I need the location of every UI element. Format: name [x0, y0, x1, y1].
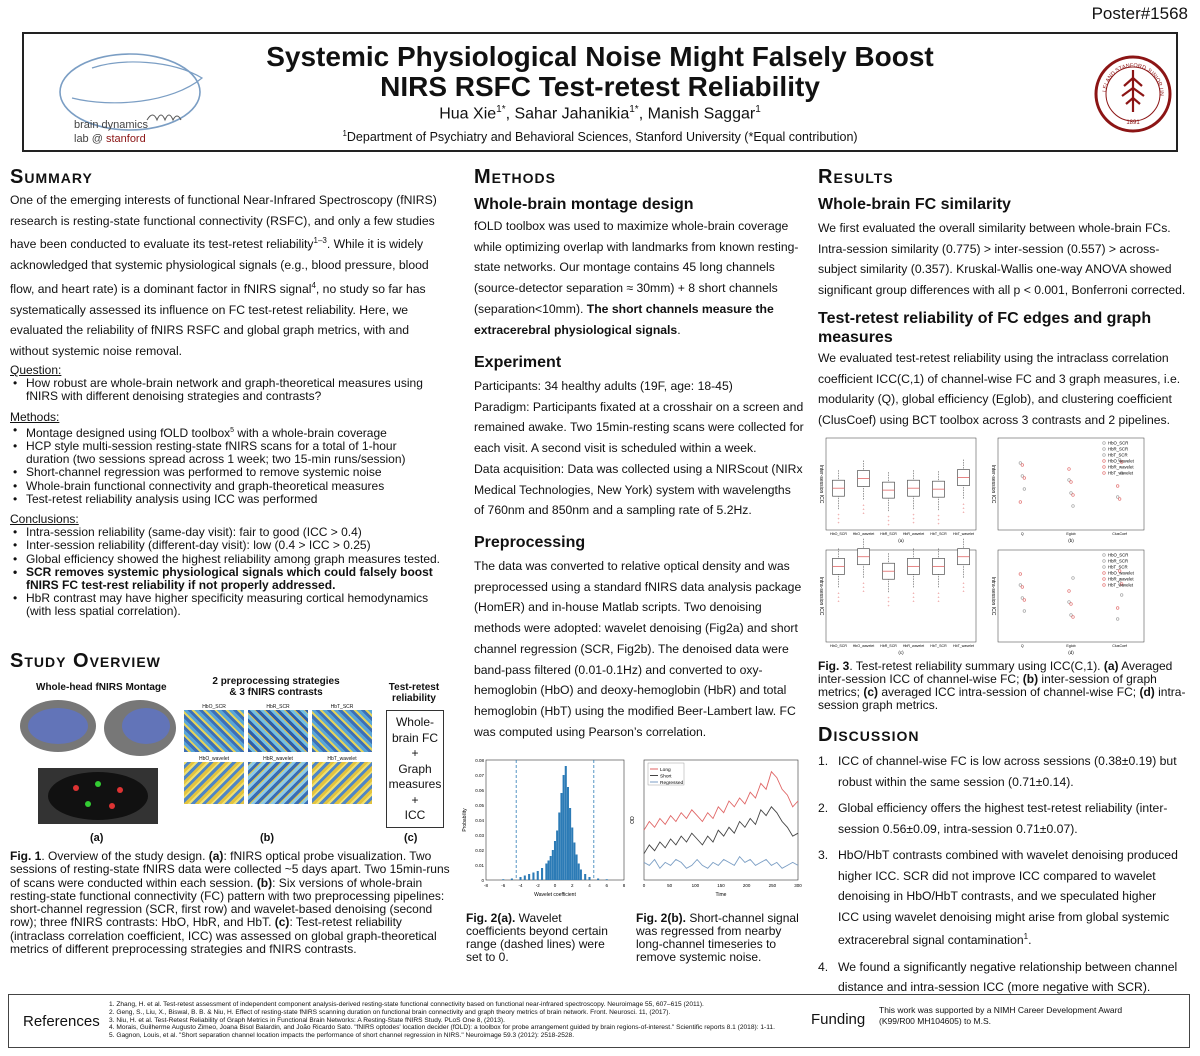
- fc-similarity-title: Whole-brain FC similarity: [818, 196, 1011, 213]
- outlier-mark: +: [912, 598, 915, 604]
- legend-label: Regressed: [660, 780, 684, 786]
- col-b-title: 2 preprocessing strategies & 3 fNIRS contrasts: [212, 676, 340, 698]
- icc-point: [1023, 610, 1026, 613]
- y-tick-label: 0.07: [475, 773, 484, 778]
- legend-marker: [1103, 584, 1106, 587]
- outlier-mark: +: [887, 514, 890, 520]
- references-label: References: [23, 1013, 100, 1030]
- panel-label-b: (b): [260, 832, 275, 844]
- panel-label-c: (c): [404, 832, 418, 844]
- icc-point: [1072, 577, 1075, 580]
- montage-title: Whole-brain montage design: [474, 196, 694, 213]
- seal-text: LELAND STANFORD JUNIOR UN: [1102, 62, 1165, 96]
- discussion-heading: Discussion: [818, 724, 920, 746]
- x-tick-label: 4: [588, 883, 591, 888]
- header: [22, 32, 1178, 152]
- x-tick-label: -4: [518, 883, 523, 888]
- outlier-mark: +: [862, 588, 865, 594]
- plot-frame: [826, 550, 976, 642]
- legend-marker: [1103, 572, 1106, 575]
- outlier-mark: +: [937, 590, 940, 596]
- y-axis-label: Intra-session ICC: [818, 576, 824, 616]
- experiment-title: Experiment: [474, 354, 562, 371]
- list-item: • Montage designed using fOLD toolbox$^5$ with a whole-brain coverage: [10, 424, 442, 440]
- references-list: [109, 1001, 799, 1040]
- icc-summary-figure: [812, 432, 1148, 656]
- legend-marker: [1103, 578, 1106, 581]
- montage-text: fOLD toolbox was used to maximize whole-brain coverage while optimizing overlap with landmarks from known resting-state networks. Our montage contains 45 long channels (source-detector separation ≈ 30mm) + 8 short channels (separation<10mm). The short channels measure the extracerebral physiological signals.: [474, 219, 799, 337]
- legend-label: HbO_SCR: [1108, 552, 1129, 558]
- study-overview-heading: Study Overview: [10, 650, 161, 672]
- histogram-bar: [545, 864, 547, 881]
- legend-marker: [1103, 460, 1106, 463]
- legend-label: HbR_SCR: [1108, 446, 1129, 452]
- legend-marker: [1103, 442, 1106, 445]
- x-tick-label: 250: [768, 883, 777, 888]
- col-c-title: Test-retest reliability: [388, 682, 440, 704]
- x-tick-label: 6: [605, 883, 609, 888]
- y-axis-label: Inter-session ICC: [818, 464, 824, 504]
- x-tick-label: ClusCoef: [1112, 532, 1128, 536]
- legend-marker: [1103, 566, 1106, 569]
- conclusions-label: Conclusions:: [10, 512, 79, 527]
- poster-title: [24, 42, 1176, 102]
- panel-label-a: (a): [90, 832, 104, 844]
- outlier-mark: +: [862, 584, 865, 590]
- outlier-mark: +: [887, 518, 890, 524]
- outlier-mark: +: [962, 509, 965, 515]
- methods-list: [10, 424, 442, 506]
- y-tick-label: 0.02: [475, 848, 484, 853]
- fc-matrix: HbT_SCR: [312, 704, 372, 752]
- list-item: • Whole-brain functional connectivity and graph-theoretical measures: [10, 480, 442, 493]
- summary-heading: Summary: [10, 166, 93, 188]
- series-line-regressed: [644, 857, 798, 869]
- y-axis-label: Probability: [462, 808, 468, 832]
- outlier-mark: +: [962, 580, 965, 586]
- experiment-text: Participants: 34 healthy adults (19F, age: 18-45) Paradigm: Participants fixated at a crosshair on a screen and remained awake. Two 15min-resting scans were collected for each visit. A second visit is scheduled within a week. Data acquisition: Data was collected using a NIRScout (NIRx Medical Technologies, New York) system with wavelengths of 760nm and 850nm and a sampling rate of 5.2Hz.: [474, 379, 804, 518]
- reference-item: 4. Morais, Guilherme Augusto Zimeo, Joana Bisol Balardin, and João Ricardo Sato. "fNIRS optodes' location decider (fOLD): a toolbox for probe arrangement guided by brain regions-of-interest." Scientific reports 8.1 (2018): 1-11.: [109, 1024, 775, 1032]
- authors: Hua Xie$^{1*}$, Sahar Jahanikia$^{1*}$, Manish Saggar$^1$: [439, 104, 761, 123]
- reference-item: 3. Niu, H. et al. Test-Retest Reliability of Graph Metrics in Functional Brain Networks: A Resting-State fNIRS Study. PLoS One 8, (2013).: [109, 1016, 505, 1024]
- histogram-bar: [547, 861, 549, 881]
- icc-point: [1072, 505, 1075, 508]
- x-tick-label: 0: [553, 883, 557, 888]
- legend-label: HbT_wavelet: [1108, 470, 1134, 476]
- y-tick-label: 0.04: [475, 818, 484, 823]
- icc-point: [1072, 616, 1075, 619]
- list-item: • HCP style multi-session resting-state fNIRS scans for a total of 1-hour duration (two sessions spread across 1 week; two 15-min runs/session): [10, 440, 442, 466]
- legend-label: HbO_wavelet: [1108, 570, 1134, 576]
- icc-point: [1023, 599, 1026, 602]
- outlier-mark: +: [937, 598, 940, 604]
- outlier-mark: +: [887, 595, 890, 601]
- panel-title: (c): [898, 650, 904, 655]
- icc-point: [1070, 603, 1073, 606]
- outlier-mark: +: [962, 505, 965, 511]
- col-a-title: Whole-head fNIRS Montage: [36, 682, 167, 693]
- legend-label: HbO_SCR: [1108, 440, 1129, 446]
- outlier-mark: +: [837, 598, 840, 604]
- summary-intro: One of the emerging interests of functional Near-Infrared Spectroscopy (fNIRS) research is resting-state functional connectivity (RSFC), and only a few studies have been conducted to evaluate its test-retest reliability$^{1-3}$. While it is widely acknowledged that systemic physiological signals (e.g., blood pressure, blood flow, and heart rate) is a dominant factor in fNIRS signal$^4$, no study so far has systematically assessed its influence on FC test-retest reliability. Here, we evaluated the reliability of fNIRS RSFC and global graph metrics, with and without systemic noise removal.: [10, 193, 437, 359]
- legend-label: HbT_wavelet: [1108, 582, 1134, 588]
- fc-matrix: HbT_wavelet: [312, 756, 372, 804]
- panel-title: (a): [898, 538, 904, 543]
- summary-lists: [10, 364, 442, 619]
- outlier-mark: +: [962, 588, 965, 594]
- histogram-bar: [563, 775, 565, 880]
- outlier-mark: +: [887, 603, 890, 609]
- histogram-bar: [550, 856, 552, 880]
- histogram-bar: [573, 843, 575, 881]
- panel-title: (d): [1068, 650, 1074, 655]
- list-item: • Inter-session reliability (different-day visit): low (0.4 > ICC > 0.25): [10, 539, 442, 552]
- question-label: Question:: [10, 363, 62, 377]
- x-tick-label: HbO_SCR: [830, 644, 847, 648]
- logo-line2: lab @ stanford: [74, 133, 146, 145]
- histogram-bar: [537, 871, 539, 880]
- fig1-caption: Fig. 1. Overview of the study design. (a): fNIRS optical probe visualization. Two sessions of resting-state fNIRS data were collected ~5 days apart. Two 15min-runs of scans were conducted within each session. (b): Six versions of whole-brain resting-state functional connectivity (FC) pattern with two preprocessing pipelines: short-channel regression (SCR, first row) and wavelet-based denoising (second row); three fNIRS contrasts: HbO, HbR, and HbT. (c): Test-retest reliability (intraclass correlation coefficient, ICC) was assessed on global graph-theoretical metrics of different preprocessing strategies and fNIRS contrasts.: [10, 849, 450, 957]
- histogram-bar: [567, 787, 569, 880]
- outlier-mark: +: [837, 516, 840, 522]
- x-tick-label: Q: [1020, 532, 1024, 536]
- outlier-mark: +: [962, 584, 965, 590]
- icc-point: [1116, 485, 1119, 488]
- x-tick-label: 200: [742, 883, 751, 888]
- outlier-mark: +: [887, 522, 890, 528]
- results-heading: Results: [818, 166, 894, 188]
- histogram-bar: [524, 876, 526, 881]
- outlier-mark: +: [912, 516, 915, 522]
- icc-point: [1023, 488, 1026, 491]
- methods-heading: Methods: [474, 166, 556, 188]
- fc-similarity-text: We first evaluated the overall similarity between whole-brain FCs. Intra-session similarity (0.775) > inter-session (0.557) > across-subject similarity (0.357). Kruskal-Wallis one-way ANOVA showed significant group differences with all p < 0.001, Bonferroni corrected.: [818, 221, 1186, 298]
- histogram-bar: [571, 828, 573, 881]
- outlier-mark: +: [937, 521, 940, 527]
- legend-marker: [1103, 472, 1106, 475]
- outlier-mark: +: [887, 599, 890, 605]
- fc-matrix: HbR_SCR: [248, 704, 308, 752]
- fig3-caption: Fig. 3. Test-retest reliability summary using ICC(C,1). (a) Averaged inter-session ICC of channel-wise FC; (b) inter-session of graph metrics; (c) averaged ICC intra-session of channel-wise FC; (d) intra-session graph metrics.: [818, 659, 1186, 712]
- histogram-bar: [578, 864, 580, 881]
- outlier-mark: +: [837, 520, 840, 526]
- histogram-bar: [565, 766, 567, 880]
- outlier-mark: +: [862, 502, 865, 508]
- title-line-2: NIRS RSFC Test-retest Reliability: [380, 71, 820, 102]
- histogram-bar: [597, 879, 599, 881]
- icc-point: [1070, 481, 1073, 484]
- x-tick-label: 2: [570, 883, 574, 888]
- icc-point: [1072, 494, 1075, 497]
- legend-marker: [1103, 466, 1106, 469]
- stanford-seal: [1094, 40, 1172, 148]
- legend-marker: [1103, 448, 1106, 451]
- x-tick-label: Eglob: [1066, 532, 1076, 536]
- outlier-mark: +: [862, 506, 865, 512]
- legend-label: HbT_SCR: [1108, 564, 1128, 570]
- x-tick-label: HbR_wavelet: [902, 644, 925, 648]
- outlier-mark: +: [937, 513, 940, 519]
- fc-matrix: HbR_wavelet: [248, 756, 308, 804]
- icc-point: [1021, 464, 1024, 467]
- panel-title: (b): [1068, 538, 1074, 543]
- legend-label: HbR_wavelet: [1108, 576, 1134, 582]
- histogram-bar: [552, 850, 554, 880]
- icc-point: [1023, 477, 1026, 480]
- icc-point: [1019, 501, 1022, 504]
- x-tick-label: -2: [535, 883, 540, 888]
- histogram-bar: [584, 874, 586, 880]
- icc-point: [1118, 498, 1121, 501]
- list-item: • How robust are whole-brain network and graph-theoretical measures using fNIRS with different denoising strategies and contrasts?: [10, 377, 442, 403]
- list-item: 1. ICC of channel-wise FC is low across sessions (0.38±0.19) but robust within the same session (0.71±0.14).: [818, 754, 1177, 789]
- reference-item: 1. Zhang, H. et al. Test-retest assessment of independent component analysis-derived resting-state functional connectivity based on functional near-infrared spectroscopy. Neuroimage 55, 607–615 (2011).: [109, 1001, 704, 1008]
- funding-label: Funding: [811, 1011, 866, 1028]
- legend-label: HbT_SCR: [1108, 452, 1128, 458]
- fig2b-caption: Fig. 2(b). Short-channel signal was regressed from nearby long-channel timeseries to remove systemic noise.: [636, 911, 799, 964]
- histogram-bar: [554, 841, 556, 880]
- list-item: 3. HbO/HbT contrasts combined with wavelet denoising produced higher ICC. SCR did not improve ICC compared to wavelet denoising in HbO/HbT contrasts, and we speculated higher ICC using wavelet denoising might arise from global systemic extracerebral signal contamination$^1$.: [818, 848, 1178, 948]
- author-2: Sahar Jahanikia: [514, 105, 630, 123]
- author-3: Manish Saggar: [647, 105, 756, 123]
- legend-marker: [1103, 554, 1106, 557]
- histogram-bar: [502, 879, 504, 880]
- y-axis-label: Inter-session ICC: [990, 464, 996, 504]
- y-axis-label: Intra-session ICC: [990, 576, 996, 616]
- histogram-bar: [528, 874, 530, 880]
- references-box: [8, 994, 1190, 1048]
- fc-matrix: HbO_wavelet: [184, 756, 244, 804]
- x-tick-label: HbT_SCR: [930, 532, 947, 536]
- histogram-bar: [519, 877, 521, 880]
- legend-label: Short: [660, 774, 672, 780]
- preprocessing-title: Preprocessing: [474, 534, 586, 551]
- x-tick-label: Eglob: [1066, 644, 1076, 648]
- y-tick-label: 0.08: [475, 758, 484, 763]
- fc-matrix: HbO_SCR: [184, 704, 244, 752]
- histogram-bar: [560, 793, 562, 880]
- series-line-short: [644, 807, 798, 854]
- list-item: • Short-channel regression was performed to remove systemic noise: [10, 466, 442, 479]
- x-tick-label: HbR_wavelet: [902, 532, 925, 536]
- x-tick-label: ClusCoef: [1112, 644, 1128, 648]
- list-item: • Global efficiency showed the highest reliability among graph measures tested.: [10, 553, 442, 566]
- list-item: • Test-retest reliability analysis using ICC was performed: [10, 493, 442, 506]
- outlier-mark: +: [837, 512, 840, 518]
- histogram-bar: [588, 877, 590, 880]
- wavelet-histogram-chart: [456, 752, 632, 908]
- list-item: • SCR removes systemic physiological signals which could falsely boost fNIRS FC test-rest reliability if not properly addressed.: [10, 566, 442, 592]
- title-line-1: Systemic Physiological Noise Might Falsely Boost: [266, 41, 934, 72]
- author-1: Hua Xie: [439, 105, 497, 123]
- y-tick-label: 0.03: [475, 833, 484, 838]
- outlier-mark: +: [912, 512, 915, 518]
- list-item: • Intra-session reliability (same-day visit): fair to good (ICC > 0.4): [10, 526, 442, 539]
- question-list: [10, 377, 442, 403]
- funding-text: This work was supported by a NIMH Career Development Award (K99/R00 MH104605) to M.S.: [879, 1005, 1123, 1026]
- outlier-mark: +: [912, 594, 915, 600]
- x-tick-label: HbR_SCR: [880, 644, 897, 648]
- x-tick-label: 0: [642, 883, 646, 888]
- x-tick-label: 50: [667, 883, 673, 888]
- list-item: 2. Global efficiency offers the highest test-retest reliability (inter-session 0.56±0.09, intra-session 0.71±0.07).: [818, 801, 1168, 836]
- icc-point: [1120, 594, 1123, 597]
- list-item: 4. We found a significantly negative relationship between channel distance and intra-session ICC (more negative with SCR).: [818, 959, 1178, 995]
- affiliation: $^1$Department of Psychiatry and Behavioral Sciences, Stanford University (*Equal contribution): [342, 129, 858, 145]
- x-tick-label: 150: [717, 883, 725, 888]
- logo-line1: brain dynamics: [74, 119, 148, 131]
- reference-item: 2. Geng, S., Liu, X., Biswal, B. B. & Niu, H. Effect of resting-state fNIRS scanning duration on functional brain connectivity and graph theory metrics of brain network. Front. Neurosci. 11, (2017).: [109, 1008, 671, 1016]
- y-axis-label: OD: [630, 816, 636, 824]
- histogram-bar: [541, 868, 543, 880]
- histogram-bar: [580, 870, 582, 881]
- icc-point: [1068, 590, 1071, 593]
- test-retest-title: Test-retest reliability of FC edges and graph measures: [818, 310, 1152, 346]
- outlier-mark: +: [862, 510, 865, 516]
- conclusions-list: [10, 526, 442, 618]
- x-tick-label: 100: [691, 883, 700, 888]
- outlier-mark: +: [962, 501, 965, 507]
- poster-number: Poster#1568: [1091, 4, 1188, 23]
- histogram-bar: [532, 873, 534, 881]
- outlier-mark: +: [937, 517, 940, 523]
- icc-point: [1116, 618, 1119, 621]
- icc-point: [1068, 468, 1071, 471]
- outlier-mark: +: [912, 590, 915, 596]
- outlier-mark: +: [862, 580, 865, 586]
- x-tick-label: HbO_wavelet: [852, 532, 875, 536]
- outlier-mark: +: [837, 590, 840, 596]
- fc-matrix-grid: [184, 704, 380, 804]
- legend-label: HbR_wavelet: [1108, 464, 1134, 470]
- study-overview-figure: [10, 676, 450, 848]
- legend-marker: [1103, 454, 1106, 457]
- x-tick-label: HbO_wavelet: [852, 644, 875, 648]
- legend-marker: [1103, 560, 1106, 563]
- x-tick-label: HbT_wavelet: [953, 644, 974, 648]
- y-tick-label: 0.06: [475, 788, 484, 793]
- fig2a-caption: Fig. 2(a). Wavelet coefficients beyond certain range (dashed lines) were set to 0.: [466, 911, 608, 964]
- legend-label: HbO_wavelet: [1108, 458, 1134, 464]
- list-item: • HbR contrast may have higher specificity measuring cortical hemodynamics (with less spatial correlation).: [10, 592, 442, 618]
- legend-label: HbR_SCR: [1108, 558, 1129, 564]
- histogram-bar: [558, 813, 560, 881]
- x-tick-label: Q: [1020, 644, 1024, 648]
- x-tick-label: -6: [501, 883, 506, 888]
- x-axis-label: Wavelet coefficient: [534, 892, 576, 898]
- x-tick-label: HbR_SCR: [880, 532, 897, 536]
- y-tick-label: 0.01: [475, 863, 484, 868]
- x-tick-label: HbT_SCR: [930, 644, 947, 648]
- x-tick-label: HbT_wavelet: [953, 532, 974, 536]
- x-tick-label: HbO_SCR: [830, 532, 847, 536]
- x-tick-label: -8: [483, 883, 489, 888]
- plot-frame: [826, 438, 976, 530]
- seal-year: 1891: [1126, 120, 1140, 126]
- y-tick-label: 0.05: [475, 803, 484, 808]
- x-tick-label: 8: [622, 883, 626, 888]
- outlier-mark: +: [912, 520, 915, 526]
- histogram-bar: [556, 831, 558, 881]
- icc-point: [1116, 607, 1119, 610]
- reliability-box: Whole- brain FC + Graph measures + ICC: [386, 710, 444, 828]
- x-axis-label: Time: [715, 892, 727, 898]
- short-channel-line-chart: [628, 752, 806, 908]
- outlier-mark: +: [837, 594, 840, 600]
- outlier-mark: +: [937, 594, 940, 600]
- reference-item: 5. Gagnon, Louis, et al. "Short separation channel location impacts the performance of short channel regression in NIRS." Neuroimage 59.3 (2012): 2518-2528.: [109, 1032, 575, 1040]
- preprocessing-text: The data was converted to relative optical density and was preprocessed using a standard fNIRS data analysis package (HomER) and in-house Matlab scripts. Two denoising methods were adopted: wavelet denoising (Fig2a) and short channel regression (SCR, Fig2b). The denoised data were band-pass filtered (0.01-0.1Hz) and converted to oxy-hemoglobin (HbO) and deoxy-hemoglobin (HbR) and total hemoglobin (HbT) using the modified Beer-Lambert law. FC was computed using Pearson’s correlation.: [474, 559, 802, 739]
- y-tick-label: 0: [481, 878, 484, 883]
- histogram-bar: [576, 855, 578, 881]
- methods-label: Methods:: [10, 409, 60, 424]
- discussion-list: [818, 751, 1180, 1004]
- histogram-bar: [569, 808, 571, 880]
- icc-point: [1019, 573, 1022, 576]
- icc-point: [1021, 586, 1024, 589]
- brain-montage-image: [16, 696, 180, 826]
- x-tick-label: 300: [794, 883, 802, 888]
- histogram-bar: [606, 879, 608, 880]
- test-retest-text: We evaluated test-retest reliability using the intraclass correlation coefficient ICC(C,1) of channel-wise FC and 3 graph measures, i.e. modularity (Q), global efficiency (Eglob), and clustering coefficient (ClusCoef) using BCT toolbox across 3 contrasts and 2 pipelines.: [818, 351, 1181, 428]
- legend-label: Long: [660, 767, 671, 773]
- histogram-bar: [511, 879, 513, 881]
